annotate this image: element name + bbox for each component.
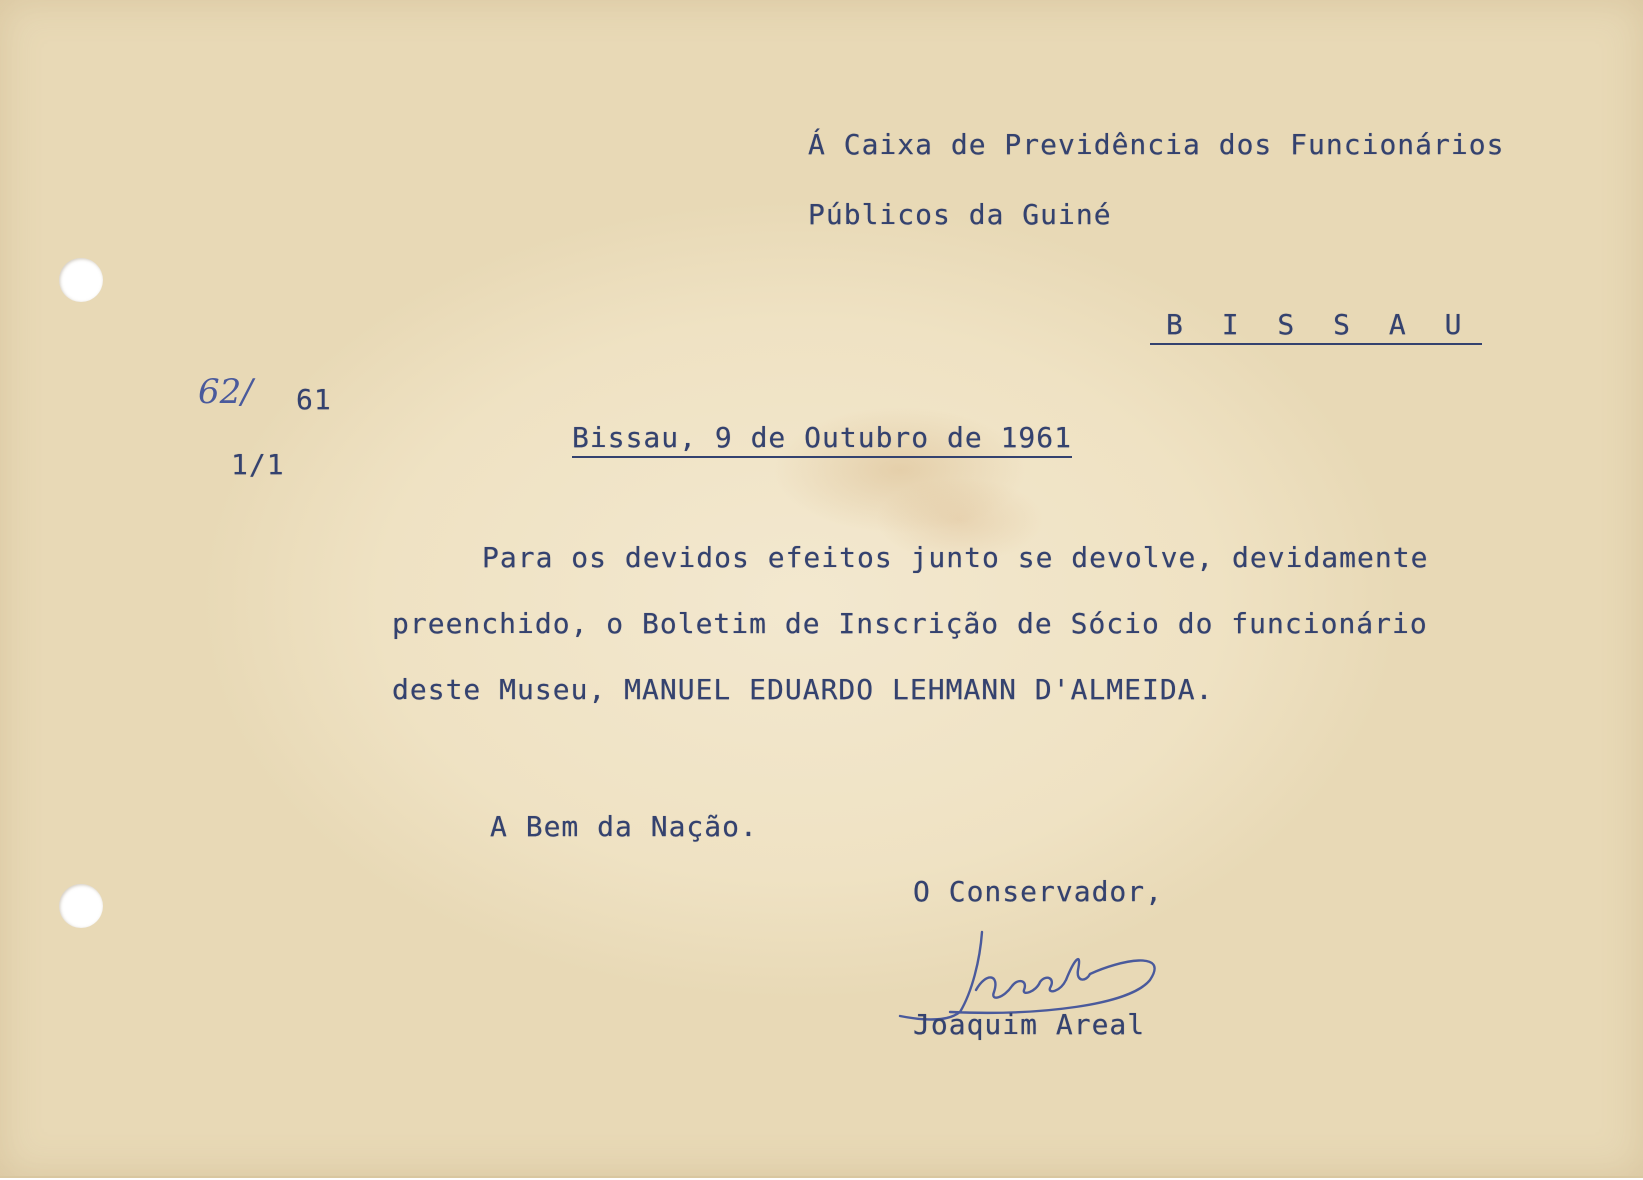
letter-body — [392, 525, 1562, 723]
signatory-title: O Conservador, — [913, 875, 1164, 908]
reference-number-typed: 61 — [296, 383, 332, 416]
recipient-city: B I S S A U — [1150, 308, 1482, 345]
signatory-name: Joaquim Areal — [913, 1008, 1146, 1041]
reference-number-handwritten: 62/ — [198, 372, 253, 412]
recipient-line-2: Públicos da Guiné — [808, 198, 1112, 231]
punch-hole-bottom — [59, 884, 103, 928]
recipient-line-1: Á Caixa de Previdência dos Funcionários — [808, 128, 1505, 161]
body-line-3: deste Museu, MANUEL EDUARDO LEHMANN D'ALMEIDA. — [392, 673, 1214, 706]
date-line: Bissau, 9 de Outubro de 1961 — [572, 421, 1072, 458]
body-line-2: preenchido, o Boletim de Inscrição de Sócio do funcionário — [392, 607, 1428, 640]
reference-page: 1/1 — [231, 448, 285, 481]
punch-hole-top — [59, 258, 103, 302]
body-line-1: Para os devidos efeitos junto se devolve, devidamente — [482, 541, 1429, 574]
closing-line: A Bem da Nação. — [490, 810, 758, 843]
